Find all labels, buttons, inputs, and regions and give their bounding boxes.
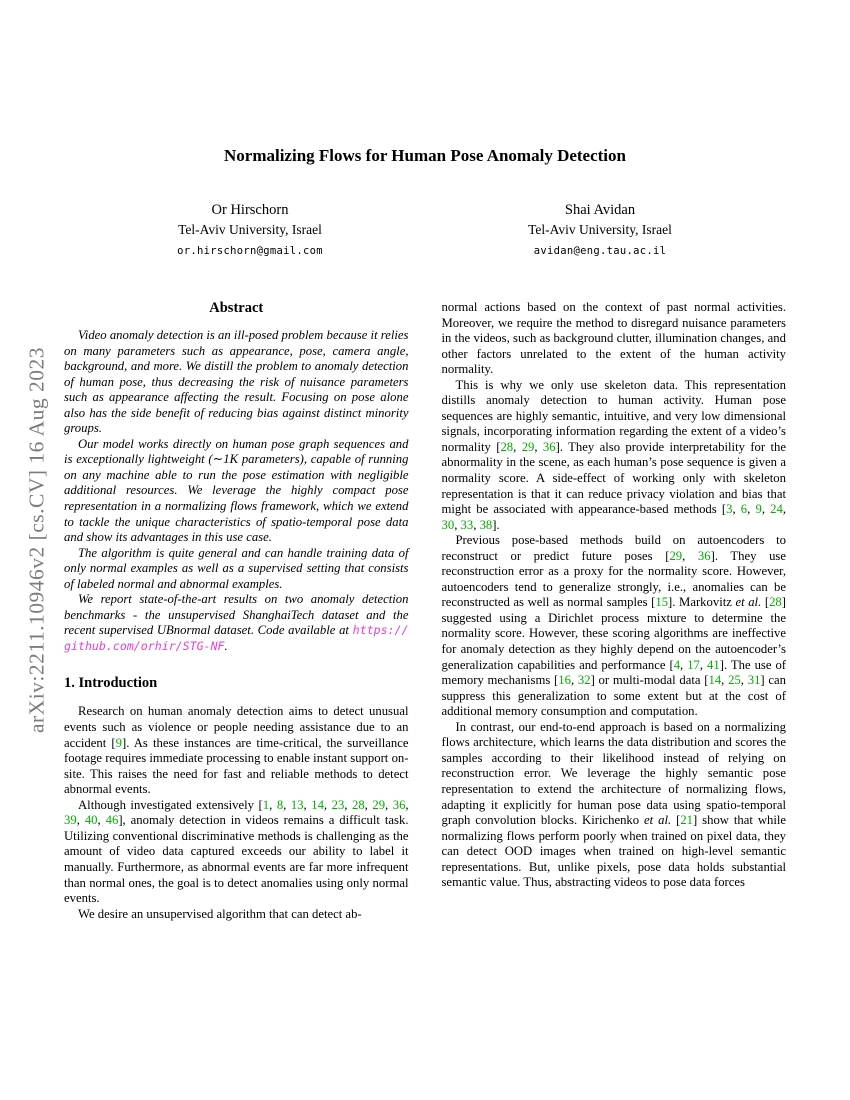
- citation-link[interactable]: 23: [331, 797, 345, 812]
- citation-link[interactable]: 21: [680, 813, 694, 828]
- citation-link[interactable]: 24: [770, 502, 783, 517]
- author-email: avidan@eng.tau.ac.il: [533, 245, 667, 257]
- citation-group: [1, 8, 13, 14, 23, 28, 29, 36, 39, 40, 46]: [64, 797, 409, 828]
- citation-link[interactable]: 31: [747, 673, 761, 688]
- citation-group: [3, 6, 9, 24, 30, 33, 38]: [441, 502, 787, 532]
- author-affiliation: Tel-Aviv University, Israel: [528, 222, 672, 237]
- citation-link[interactable]: 30: [441, 517, 455, 532]
- citation-link[interactable]: 36: [542, 439, 556, 454]
- citation-link[interactable]: 1: [262, 797, 270, 812]
- paragraph: This is why we only use skeleton data. This representation distills anomaly detection to human activity. Human pose sequences are highly semantic, intuitive, and very low dimensional signals, incorporating information regarding the extent of a video’s normality [28, 29, 36]. They also provide interpretability for the abnormality in the scene, as each human’s pose sequence is given a normality score. A side-effect of working only with skeleton representation is that it can reduce privacy violation and bias that might be associated with appearance-based methods [3, 6, 9, 24, 30, 33, 38].: [441, 377, 787, 532]
- citation-link[interactable]: 13: [290, 797, 304, 812]
- citation-link[interactable]: 36: [697, 548, 711, 563]
- abstract-body: [64, 328, 409, 654]
- two-column-layout: [64, 300, 786, 922]
- citation-link[interactable]: 8: [276, 797, 284, 812]
- emphasized-text: et al.: [735, 595, 762, 610]
- citation-link[interactable]: 15: [655, 595, 669, 610]
- citation-group: [9]: [111, 735, 127, 750]
- paragraph: Video anomaly detection is an ill-posed problem because it relies on many parameters such as appearance, pose, camera angle, background, and more. We distill the problem to anomaly detection of human pose, thus decreasing the risk of nuisance parameters such as appearance affecting the result. Focusing on pose alone also has the side benefit of reducing bias against distinct minority groups.: [64, 328, 409, 436]
- paragraph: The algorithm is quite general and can handle training data of only normal examples as well as a supervised setting that consists of labeled normal and abnormal examples.: [64, 545, 409, 591]
- right-column-body: [442, 300, 787, 891]
- citation-link[interactable]: 29: [669, 548, 683, 563]
- citation-link[interactable]: 16: [558, 673, 571, 688]
- author-name: Or Hirschorn: [211, 202, 289, 218]
- citation-link[interactable]: 14: [708, 673, 722, 688]
- paragraph: We report state-of-the-art results on two anomaly detection benchmarks - the unsupervised ShanghaiTech dataset and the recent supervised UBnormal dataset. Code available at https://github.com/orhir/STG-NF.: [64, 592, 409, 653]
- citation-link[interactable]: 39: [64, 813, 77, 828]
- right-column: [442, 300, 787, 922]
- citation-group: [4, 17, 41]: [669, 657, 724, 672]
- paragraph: Our model works directly on human pose graph sequences and is exceptionally lightweight (∼1K parameters), capable of running on any machine able to run the pose estimation with negligible additional resources. We leverage the highly compact pose representation in a normalizing flows framework, which we extend to tackle the unique characteristics of spatio-temporal pose data and show its advantages in this use case.: [64, 436, 409, 545]
- citation-link[interactable]: 9: [755, 502, 762, 517]
- citation-link[interactable]: 4: [673, 657, 681, 672]
- citation-link[interactable]: 46: [105, 813, 119, 828]
- paragraph: normal actions based on the context of past normal activities. Moreover, we require the method to disregard nuisance parameters in the videos, such as background clutter, illumination changes, and other factors unrelated to the extent of the human activity normality.: [441, 300, 786, 377]
- citation-group: [28, 29, 36]: [496, 439, 560, 454]
- citation-link[interactable]: 29: [372, 797, 386, 812]
- paragraph: Previous pose-based methods build on autoencoders to reconstruct or predict future poses [29, 36]. They use reconstruction error as a proxy for the normality score. However, autoencoders tend to generalize strongly, i.e., anomalies can be reconstructed as well as normal samples [15]. Markovitz et al. [28] suggested using a Dirichlet process mixture to determine the normality score. However, these scoring algorithms are ineffective for anomaly detection as they highly depend on the autoencoder’s generalization capabilities and performance [4, 17, 41]. The use of memory mechanisms [16, 32] or multi-modal data [14, 25, 31] can suppress this generalization to some extent but at the cost of additional memory consumption and computation.: [441, 533, 787, 719]
- paragraph: Although investigated extensively [1, 8, 13, 14, 23, 28, 29, 36, 39, 40, 46], anomaly detection in videos remains a difficult task. Utilizing conventional discriminative methods is challenging as the amount of video data captured exceeds our ability to label it manually. Furthermore, as abnormal events are far more infrequent than normal ones, the goal is to detect anomalies using only normal events.: [64, 797, 409, 906]
- citation-link[interactable]: 40: [84, 813, 98, 828]
- introduction-heading: 1. Introduction: [64, 675, 158, 692]
- author-affiliation: Tel-Aviv University, Israel: [178, 222, 322, 237]
- citation-link[interactable]: 17: [687, 657, 700, 672]
- left-column: [64, 300, 409, 922]
- abstract-heading: Abstract: [209, 300, 264, 316]
- paper-title: Normalizing Flows for Human Pose Anomaly Detection: [224, 146, 626, 165]
- paragraph: We desire an unsupervised algorithm that can detect ab-: [78, 906, 362, 921]
- arxiv-watermark: arXiv:2211.10946v2 [cs.CV] 16 Aug 2023: [24, 346, 49, 734]
- citation-link[interactable]: 33: [460, 517, 474, 532]
- paragraph: In contrast, our end-to-end approach is based on a normalizing flows architecture, which learns the data distribution and scores the samples according to their likelihood instead of relying on reconstruction error. We leverage the highly semantic pose representation to extend the architecture of normalizing flows, adapting it explicitly for human pose data using spatio-temporal graph convolution blocks. Kirichenko et al. [21] show that while normalizing flows perform poorly when trained on pixel data, they can detect OOD images when trained on high-level semantic representations. But, unlike pixels, pose data holds substantial semantic value. Thus, abstracting videos to pose data forces: [441, 719, 787, 890]
- page-content: [64, 0, 786, 922]
- emphasized-text: et al.: [644, 813, 672, 828]
- author-name: Shai Avidan: [564, 202, 636, 218]
- citation-link[interactable]: 28: [500, 439, 514, 454]
- paragraph: Research on human anomaly detection aims to detect unusual events such as violence or people needing assistance due to an accident [9]. As these instances are time-critical, the surveillance footage requires immediate processing to enable instant support on-site. This raises the need for fast and reliable methods to detect abnormal events.: [64, 704, 409, 797]
- citation-link[interactable]: 41: [707, 657, 720, 672]
- citation-group: [15]: [651, 595, 673, 610]
- citation-link[interactable]: 25: [728, 673, 741, 688]
- citation-link[interactable]: 14: [311, 797, 324, 812]
- citation-link[interactable]: 32: [577, 673, 591, 688]
- author-block: [64, 202, 786, 257]
- citation-link[interactable]: 9: [115, 735, 122, 750]
- citation-link[interactable]: 28: [769, 595, 782, 610]
- citation-group: [21]: [676, 813, 698, 828]
- citation-link[interactable]: 36: [392, 797, 406, 812]
- author-1: [105, 202, 395, 257]
- citation-group: [14, 25, 31]: [704, 673, 765, 688]
- citation-link[interactable]: 28: [351, 797, 365, 812]
- citation-link[interactable]: 38: [479, 517, 493, 532]
- code-url-link[interactable]: https://github.com/orhir/STG-NF: [64, 623, 409, 653]
- citation-link[interactable]: 3: [726, 502, 733, 517]
- citation-group: [28]: [764, 595, 786, 610]
- author-email: or.hirschorn@gmail.com: [177, 245, 323, 257]
- citation-group: [16, 32]: [554, 673, 595, 688]
- introduction-body: [64, 704, 409, 922]
- citation-link[interactable]: 6: [740, 502, 748, 517]
- author-2: [455, 202, 745, 257]
- citation-group: [29, 36]: [665, 548, 715, 563]
- citation-link[interactable]: 29: [521, 439, 535, 454]
